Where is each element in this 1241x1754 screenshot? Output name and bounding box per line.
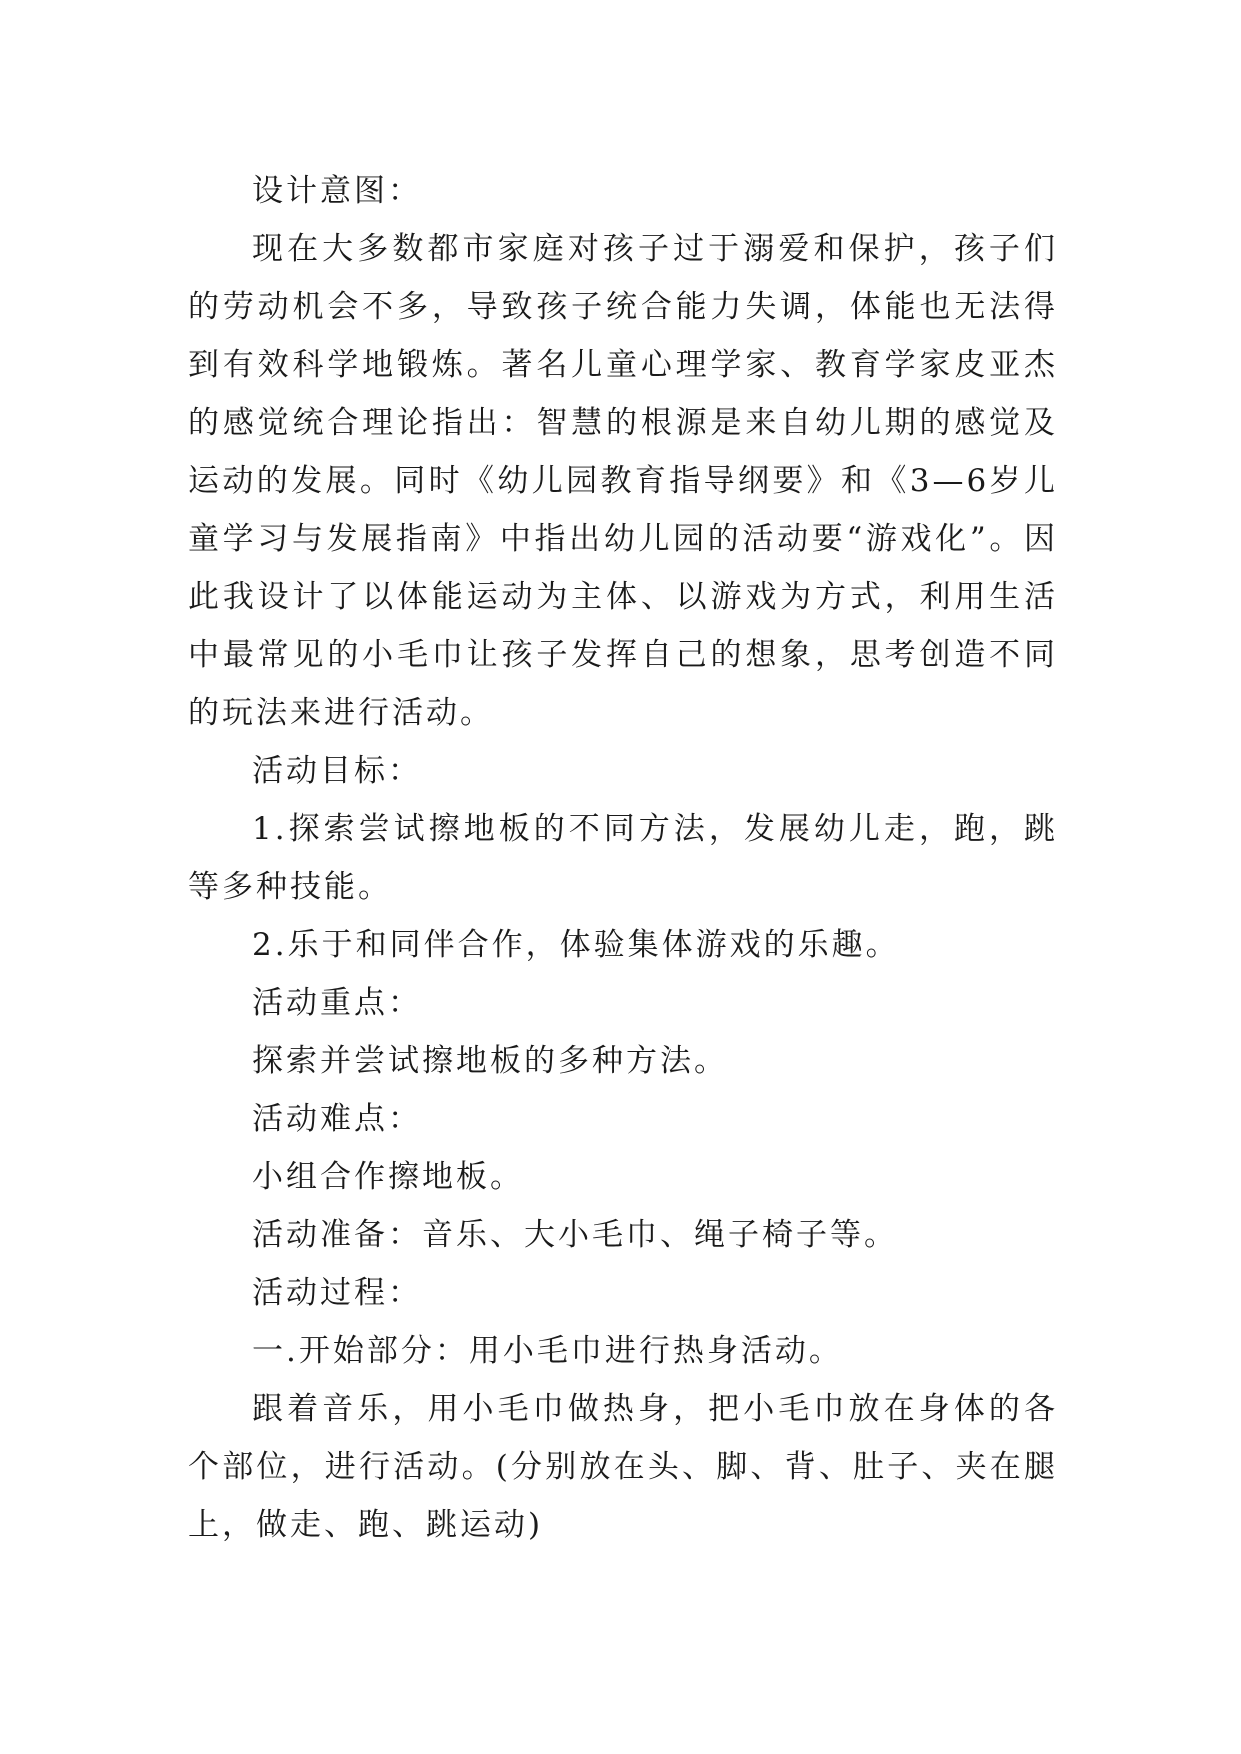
paragraph-warmup: 跟着音乐，用小毛巾做热身，把小毛巾放在身体的各个部位，进行活动。(分别放在头、脚、背、肚子、夹在腿上，做走、跑、跳运动) [188, 1391, 1058, 1543]
section-heading-design-intent: 设计意图： [252, 173, 422, 209]
list-item-process-start: 一.开始部分：用小毛巾进行热身活动。 [252, 1333, 843, 1369]
section-heading-activity-goals: 活动目标： [252, 753, 422, 789]
section-heading-difficulty: 活动难点： [252, 1101, 422, 1137]
paragraph-key-point: 探索并尝试擦地板的多种方法。 [252, 1043, 728, 1079]
list-item-goal-1: 1.探索尝试擦地板的不同方法，发展幼儿走，跑，跳等多种技能。 [188, 811, 1058, 905]
paragraph-preparation: 活动准备：音乐、大小毛巾、绳子椅子等。 [252, 1217, 898, 1253]
document-page [188, 162, 1058, 1554]
paragraph-difficulty: 小组合作擦地板。 [252, 1159, 524, 1195]
section-heading-process: 活动过程： [252, 1275, 422, 1311]
list-item-goal-2: 2.乐于和同伴合作，体验集体游戏的乐趣。 [252, 927, 900, 963]
paragraph-design-intent: 现在大多数都市家庭对孩子过于溺爱和保护，孩子们的劳动机会不多，导致孩子统合能力失调，体能也无法得到有效科学地锻炼。著名儿童心理学家、教育学家皮亚杰的感觉统合理论指出：智慧的根源是来自幼儿期的感觉及运动的发展。同时《幼儿园教育指导纲要》和《3—6岁儿童学习与发展指南》中指出幼儿园的活动要“游戏化”。因此我设计了以体能运动为主体、以游戏为方式，利用生活中最常见的小毛巾让孩子发挥自己的想象，思考创造不同的玩法来进行活动。 [188, 231, 1058, 731]
section-heading-key-point: 活动重点： [252, 985, 422, 1021]
